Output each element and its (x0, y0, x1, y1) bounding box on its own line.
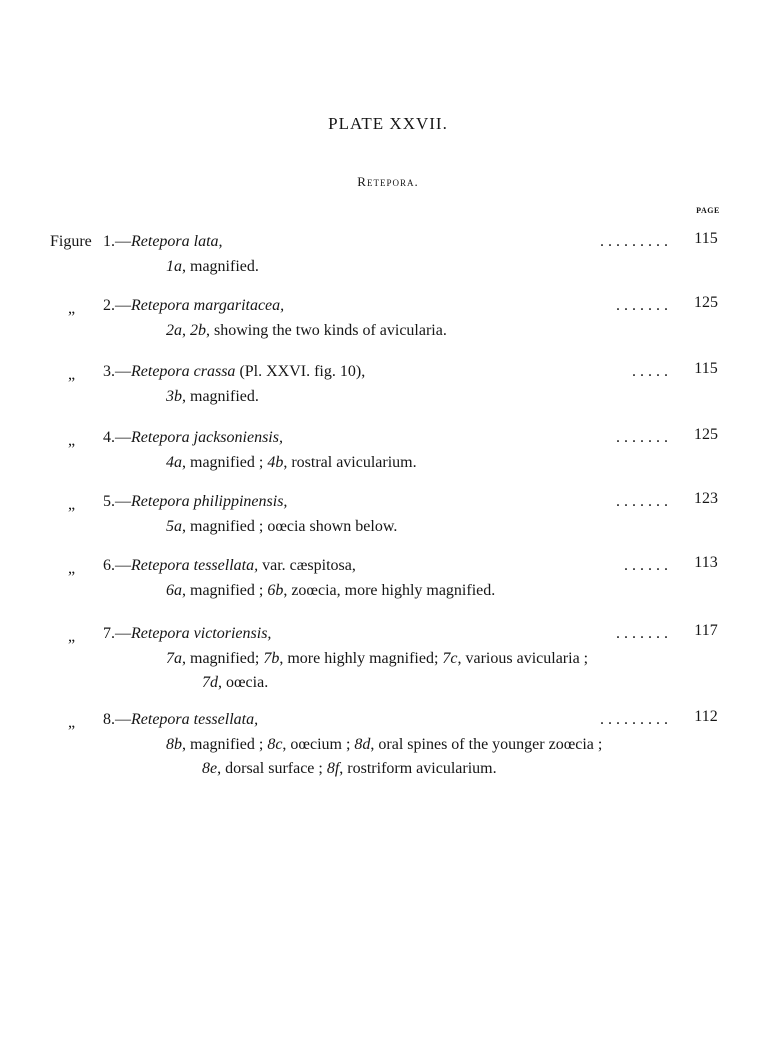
entry-main-line (0, 492, 776, 514)
figure-ref: 8e (202, 760, 218, 777)
entry-label (103, 428, 283, 448)
page-number: 117 (694, 622, 718, 639)
entry-prefix: „ (68, 300, 76, 317)
entry-main-line (0, 362, 776, 384)
description-text: , more highly magnified; (279, 650, 443, 667)
figure-description (166, 581, 495, 601)
description-text: , rostral avicularium. (283, 454, 417, 471)
figure-description (166, 649, 588, 669)
description-text: , magnified. (182, 258, 259, 275)
entry-prefix: „ (68, 432, 76, 449)
entry-main-line (0, 296, 776, 318)
entry-prefix: „ (68, 560, 76, 577)
description-text: , showing the two kinds of avicularia. (206, 322, 447, 339)
figure-ref: 6b (267, 582, 284, 599)
figure-description-continued (202, 759, 497, 779)
figure-ref: 7a (166, 650, 182, 667)
figure-description (166, 735, 602, 755)
figure-number: 5.— (103, 493, 131, 510)
figure-description (166, 321, 447, 341)
figure-number: 2.— (103, 297, 131, 314)
entry-label (103, 556, 356, 576)
figure-ref: 7d (202, 674, 218, 691)
description-text: , zoœcia, more highly magnified. (283, 582, 496, 599)
figure-ref: 2b (190, 322, 206, 339)
figure-ref: 8d (354, 736, 371, 753)
species-name: Retepora philippinensis, (131, 493, 288, 510)
leader-dots: . . . . . (632, 363, 668, 380)
figure-ref: 8c (267, 736, 283, 753)
entry-prefix: „ (68, 496, 76, 513)
page-column-header: PAGE (696, 206, 720, 215)
entry-label (103, 710, 258, 730)
leader-dots: . . . . . . . (616, 429, 668, 446)
figure-ref: 8f (326, 760, 340, 777)
leader-dots: . . . . . . . (616, 297, 668, 314)
figure-description-continued (202, 673, 268, 693)
figure-description (166, 387, 259, 407)
plate-title: PLATE XXVII. (328, 114, 448, 133)
entry-prefix: „ (68, 628, 76, 645)
figure-ref: 5a (166, 518, 182, 535)
species-name: Retepora lata, (131, 233, 223, 250)
figure-ref: 2a (166, 322, 182, 339)
figure-ref: 6a (166, 582, 182, 599)
description-text: , oœcia. (218, 674, 269, 691)
entry-main-line (0, 710, 776, 732)
entry-main-line (0, 624, 776, 646)
figure-number: 6.— (103, 557, 131, 574)
species-name: Retepora tessellata, (131, 711, 259, 728)
description-text: , (182, 322, 190, 339)
page-number: 112 (694, 708, 718, 725)
page-number: 113 (694, 554, 718, 571)
figure-description (166, 257, 259, 277)
section-title: Retepora. (357, 174, 419, 189)
species-note: (Pl. XXVI. fig. 10), (235, 363, 366, 380)
leader-dots: . . . . . . . (616, 493, 668, 510)
entry-prefix: „ (68, 714, 76, 731)
description-text: , magnified ; oœcia shown below. (182, 518, 398, 535)
entry-label (103, 232, 223, 252)
figure-ref: 8b (166, 736, 182, 753)
description-text: , magnified ; (182, 454, 268, 471)
entry-main-line (0, 232, 776, 254)
figure-description (166, 453, 417, 473)
description-text: , magnified; (182, 650, 264, 667)
leader-dots: . . . . . . . . . (600, 711, 668, 728)
figure-ref: 3b (166, 388, 182, 405)
species-name: Retepora victoriensis, (131, 625, 272, 642)
figure-number: 4.— (103, 429, 131, 446)
description-text: , magnified ; (182, 736, 268, 753)
figure-ref: 4b (267, 454, 284, 471)
figure-description (166, 517, 397, 537)
leader-dots: . . . . . . . . . (600, 233, 668, 250)
leader-dots: . . . . . . . (616, 625, 668, 642)
leader-dots: . . . . . . (624, 557, 668, 574)
figure-number: 1.— (103, 233, 131, 250)
figure-ref: 1a (166, 258, 182, 275)
entry-prefix: „ (68, 366, 76, 383)
figure-number: 8.— (103, 711, 131, 728)
species-name: Retepora margaritacea, (131, 297, 285, 314)
page-number: 125 (694, 294, 718, 311)
page-number: 115 (694, 230, 718, 247)
entry-label (103, 362, 365, 382)
entry-label (103, 624, 271, 644)
figure-number: 7.— (103, 625, 131, 642)
species-name: Retepora crassa (131, 363, 236, 380)
page-number: 115 (694, 360, 718, 377)
figure-ref: 7c (442, 650, 458, 667)
species-name: Retepora tessellata, (131, 557, 259, 574)
description-text: , oral spines of the younger zoœcia ; (370, 736, 603, 753)
figure-ref: 4a (166, 454, 182, 471)
description-text: , dorsal surface ; (217, 760, 327, 777)
description-text: , magnified. (182, 388, 259, 405)
species-note: var. cæspitosa, (258, 557, 356, 574)
figure-number: 3.— (103, 363, 131, 380)
species-name: Retepora jacksoniensis, (131, 429, 283, 446)
page-number: 123 (694, 490, 718, 507)
entry-main-line (0, 428, 776, 450)
entry-label (103, 492, 287, 512)
entry-main-line (0, 556, 776, 578)
description-text: , rostriform avicularium. (339, 760, 497, 777)
description-text: , magnified ; (182, 582, 268, 599)
description-text: , various avicularia ; (457, 650, 589, 667)
page-number: 125 (694, 426, 718, 443)
entry-label (103, 296, 284, 316)
description-text: , oœcium ; (282, 736, 355, 753)
figure-ref: 7b (263, 650, 280, 667)
entry-prefix: Figure (50, 233, 92, 250)
